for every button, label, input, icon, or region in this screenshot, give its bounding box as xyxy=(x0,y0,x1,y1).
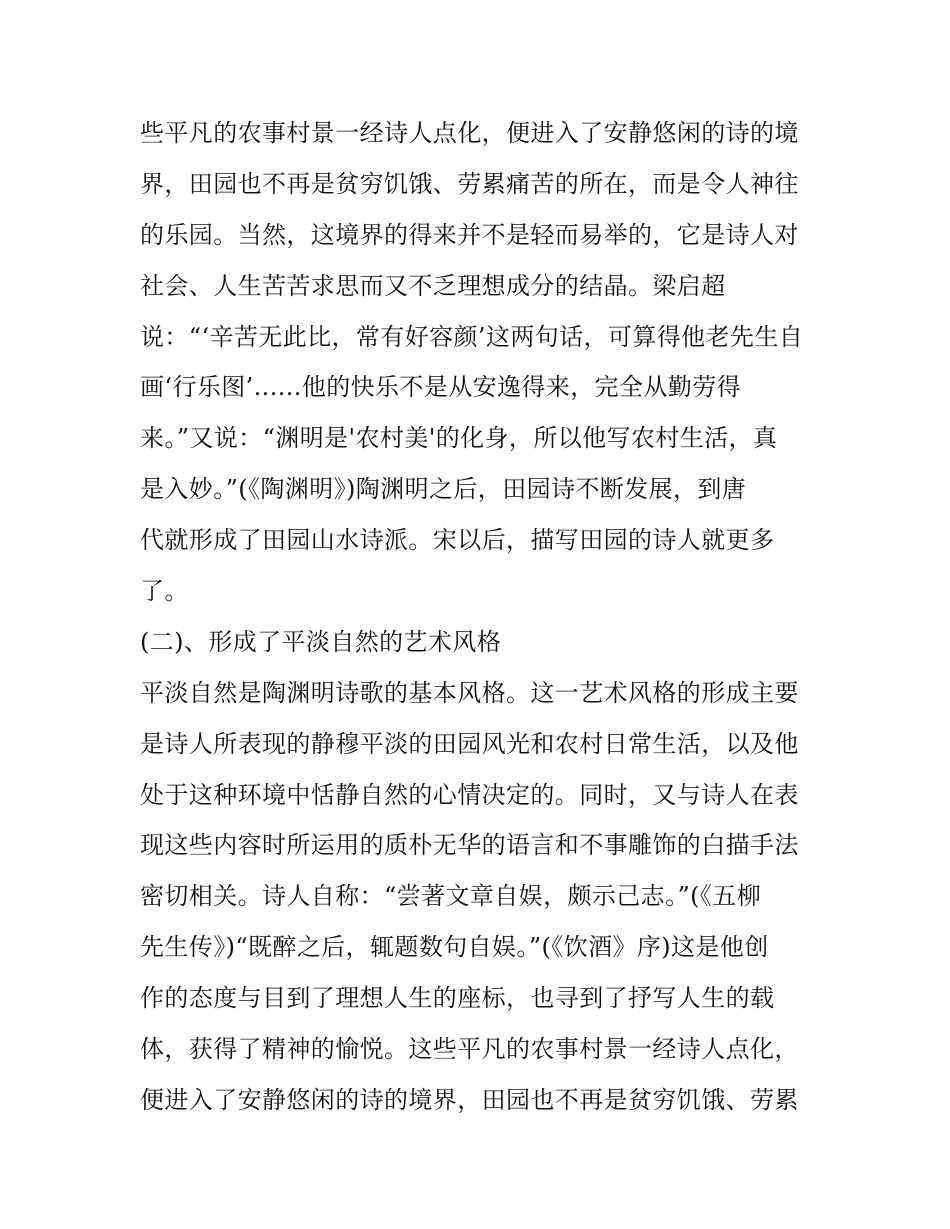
text-line: 作的态度与目到了理想人生的座标，也寻到了抒写人生的载 xyxy=(140,984,775,1013)
text-line: 些平凡的农事村景一经诗人点化，便进入了安静悠闲的诗的境 xyxy=(140,119,799,147)
text-line: 的乐园。当然，这境界的得来并不是轻而易举的，它是诗人对 xyxy=(140,220,799,249)
body-text xyxy=(140,108,830,1126)
text-line: 来。”又说：“渊明是'农村美'的化身，所以他写农村生活，真 xyxy=(140,424,778,453)
text-line: 社会、人生苦苦求思而又不乏理想成分的结晶。梁启超 xyxy=(140,271,726,300)
text-line: 平淡自然是陶渊明诗歌的基本风格。这一艺术风格的形成主要 xyxy=(140,678,799,707)
text-line: 画‘行乐图’......他的快乐不是从安逸得来，完全从勤劳得 xyxy=(140,373,742,402)
text-line: 是诗人所表现的静穆平淡的田园风光和农村日常生活，以及他 xyxy=(140,729,799,758)
text-line: 便进入了安静悠闲的诗的境界，田园也不再是贫穷饥饿、劳累 xyxy=(140,1085,799,1114)
text-line: 说：“‘辛苦无此比，常有好容颜’这两句话，可算得他老先生自 xyxy=(140,322,804,351)
text-line: 体，获得了精神的愉悦。这些平凡的农事村景一经诗人点化， xyxy=(140,1035,799,1064)
text-line: 先生传》)“既醉之后，辄题数句自娱。”(《饮酒》序)这是他创 xyxy=(140,933,769,962)
text-line: 密切相关。诗人自称：“尝著文章自娱，颇示己志。”(《五柳 xyxy=(140,882,762,911)
text-line: 是入妙。”(《陶渊明》)陶渊明之后，田园诗不断发展，到唐 xyxy=(140,475,747,504)
text-line: 处于这种环境中恬静自然的心情决定的。同时，又与诗人在表 xyxy=(140,780,799,809)
text-line: 现这些内容时所运用的质朴无华的语言和不事雕饰的白描手法 xyxy=(140,831,799,860)
text-line: 代就形成了田园山水诗派。宋以后，描写田园的诗人就更多 xyxy=(140,526,775,555)
section-heading: (二)、形成了平淡自然的艺术风格 xyxy=(140,627,502,656)
text-line: 界，田园也不再是贫穷饥饿、劳累痛苦的所在，而是令人神往 xyxy=(140,169,799,198)
text-line: 了。 xyxy=(140,577,189,606)
